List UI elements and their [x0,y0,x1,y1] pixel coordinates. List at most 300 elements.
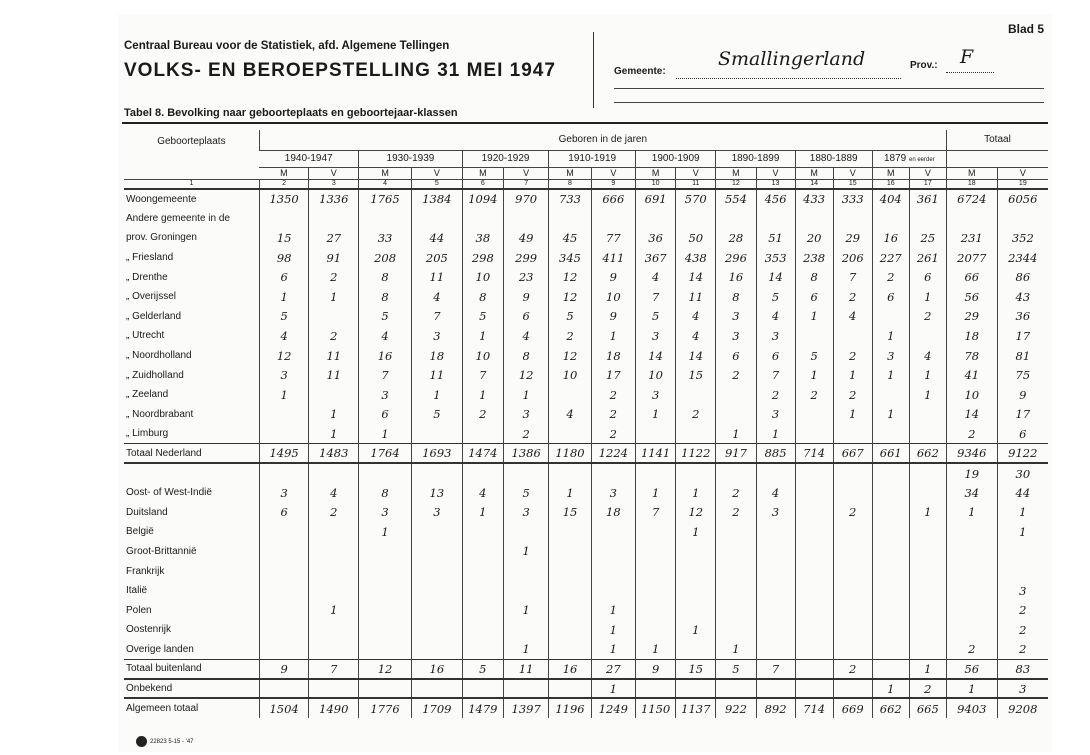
row-label-text: Oost- of West-Indië [126,487,212,499]
data-cell: 12 [549,287,591,307]
female-column-header: V [997,167,1048,179]
data-cell: 1474 [462,444,503,464]
data-cell: 2 [997,640,1048,660]
data-cell: 404 [872,189,909,209]
row-label-text: „ Limburg [126,428,169,440]
row-label-text: „ Noordbrabant [126,408,194,420]
data-cell [833,542,872,562]
data-cell [872,209,909,229]
data-cell [259,679,309,699]
data-cell: 66 [946,267,997,287]
female-column-header: V [756,167,795,179]
table-row [124,307,1048,327]
data-cell [833,483,872,503]
data-cell: 50 [676,228,716,248]
row-label-text: Algemeen totaal [126,703,199,715]
data-cell: 5 [259,307,309,327]
data-cell: 2 [946,424,997,444]
data-cell [549,679,591,699]
data-cell [462,620,503,640]
data-cell [795,640,833,660]
print-code-text: 22823 5-15 - '47 [150,739,194,746]
data-cell [676,679,716,699]
data-cell: 662 [872,698,909,718]
data-cell: 86 [997,267,1048,287]
data-cell: 6 [259,267,309,287]
data-cell: 25 [909,228,946,248]
table-top-rule [122,122,1048,124]
prov-value: F [960,46,974,68]
data-cell: 5 [636,307,676,327]
data-cell [756,640,795,660]
data-cell [795,542,833,562]
table-row [124,561,1048,581]
data-cell [756,463,795,483]
data-cell [795,522,833,542]
row-label [124,679,259,699]
data-cell: 7 [833,267,872,287]
data-cell [636,679,676,699]
row-label-text: „ Friesland [126,252,174,264]
data-cell: 8 [716,287,756,307]
data-cell: 5 [549,307,591,327]
male-column-header: M [946,167,997,179]
data-cell [309,561,359,581]
data-cell: 33 [359,228,412,248]
data-cell: 18 [591,346,635,366]
data-cell [909,405,946,425]
data-cell [259,561,309,581]
table-row [124,640,1048,660]
data-cell: 12 [503,365,548,385]
data-cell [309,640,359,660]
data-cell: 1479 [462,698,503,718]
column-number: 11 [676,179,716,189]
data-cell [872,483,909,503]
data-cell: 78 [946,346,997,366]
data-cell [716,600,756,620]
data-cell: 3 [259,483,309,503]
data-cell: 7 [636,287,676,307]
data-cell [872,640,909,660]
data-cell: 666 [591,189,635,209]
data-cell: 2 [909,307,946,327]
data-cell [676,561,716,581]
column-number: 7 [503,179,548,189]
data-cell: 1 [591,600,635,620]
data-cell [309,522,359,542]
column-number: 15 [833,179,872,189]
data-cell [503,463,548,483]
data-cell [259,620,309,640]
data-cell: 1 [795,307,833,327]
data-cell: 885 [756,444,795,464]
data-cell: 11 [309,346,359,366]
data-cell: 1490 [309,698,359,718]
data-cell [946,581,997,601]
data-cell [833,600,872,620]
data-cell: 3 [591,483,635,503]
data-cell: 5 [756,287,795,307]
data-cell: 8 [359,287,412,307]
data-cell [997,542,1048,562]
data-cell [309,542,359,562]
data-cell: 4 [411,287,462,307]
data-cell [549,522,591,542]
data-cell [591,542,635,562]
data-cell: 10 [636,365,676,385]
data-cell [259,405,309,425]
row-label [124,503,259,523]
data-cell [833,326,872,346]
table-row [124,620,1048,640]
data-cell: 6056 [997,189,1048,209]
data-cell [636,463,676,483]
form-header [124,40,589,82]
data-cell: 3 [359,503,412,523]
data-cell [462,542,503,562]
data-cell: 352 [997,228,1048,248]
data-cell: 1 [591,326,635,346]
data-cell: 4 [833,307,872,327]
data-cell [833,640,872,660]
data-cell: 7 [636,503,676,523]
data-cell: 1137 [676,698,716,718]
column-number: 19 [997,179,1048,189]
table-title: Tabel 8. Bevolking naar geboorteplaats en geboortejaar-klassen [124,107,458,119]
data-cell [549,385,591,405]
data-cell [716,561,756,581]
data-cell: 2 [716,483,756,503]
data-cell [259,640,309,660]
row-label-text: Onbekend [126,683,173,695]
data-cell [462,522,503,542]
data-cell: 1 [872,365,909,385]
data-cell: 2 [716,503,756,523]
row-label [124,248,259,268]
data-cell: 238 [795,248,833,268]
data-cell: 16 [872,228,909,248]
data-cell: 9 [636,659,676,679]
table-row [124,267,1048,287]
data-cell: 2 [591,424,635,444]
data-cell: 205 [411,248,462,268]
data-cell: 438 [676,248,716,268]
table-row [124,189,1048,209]
data-cell: 16 [549,659,591,679]
data-cell: 9208 [997,698,1048,718]
data-cell: 10 [591,287,635,307]
female-column-header: V [309,167,359,179]
data-cell [259,600,309,620]
column-number: 10 [636,179,676,189]
table-row [124,503,1048,523]
data-cell [716,522,756,542]
data-cell: 4 [259,326,309,346]
data-cell [997,561,1048,581]
data-cell [503,522,548,542]
data-cell: 9 [591,267,635,287]
data-cell: 1141 [636,444,676,464]
data-cell: 75 [997,365,1048,385]
data-cell: 6 [872,287,909,307]
data-cell: 1 [259,385,309,405]
data-cell: 1 [909,503,946,523]
data-cell [591,463,635,483]
data-cell: 14 [756,267,795,287]
data-cell: 970 [503,189,548,209]
data-cell: 56 [946,659,997,679]
data-cell [795,424,833,444]
data-cell: 2 [716,365,756,385]
data-cell [359,581,412,601]
row-label-text: Duitsland [126,506,168,518]
data-cell [636,209,676,229]
total-header: Totaal [946,130,1048,150]
row-label-text: Italië [126,585,148,597]
data-cell: 662 [909,444,946,464]
data-cell: 1483 [309,444,359,464]
decade-header: 1910-1919 [549,150,636,167]
data-cell [872,307,909,327]
data-cell: 81 [997,346,1048,366]
row-label-text: „ Zuidholland [126,369,184,381]
data-cell [795,679,833,699]
data-cell: 8 [359,483,412,503]
data-cell [795,581,833,601]
data-cell: 10 [549,365,591,385]
row-label [124,209,259,229]
data-cell [946,600,997,620]
data-cell: 1 [872,326,909,346]
data-cell [756,542,795,562]
data-cell: 299 [503,248,548,268]
row-label [124,542,259,562]
data-cell: 1 [909,287,946,307]
column-number: 17 [909,179,946,189]
data-cell: 3 [636,326,676,346]
data-cell: 29 [833,228,872,248]
data-cell: 8 [795,267,833,287]
column-number: 5 [411,179,462,189]
data-cell: 1 [309,405,359,425]
data-cell [676,600,716,620]
data-cell: 2344 [997,248,1048,268]
table-row [124,483,1048,503]
data-cell: 3 [503,405,548,425]
sheet-number: Blad 5 [1007,22,1044,36]
column-number: 16 [872,179,909,189]
decade-header: 1890-1899 [716,150,795,167]
data-cell: 1 [676,483,716,503]
data-cell [833,424,872,444]
data-cell: 661 [872,444,909,464]
data-cell: 8 [359,267,412,287]
data-cell [872,463,909,483]
table-row [124,444,1048,464]
row-label [124,385,259,405]
row-label-text: Andere gemeente in de [126,212,230,224]
data-cell: 1 [636,405,676,425]
data-cell: 1150 [636,698,676,718]
data-cell: 3 [716,326,756,346]
row-label-text: „ Overijssel [126,291,177,303]
data-cell: 29 [946,307,997,327]
column-number: 2 [259,179,309,189]
data-cell [716,405,756,425]
data-cell: 3 [997,679,1048,699]
data-cell [716,385,756,405]
male-column-header: M [359,167,412,179]
data-cell: 1 [997,503,1048,523]
place-column-header: Geboorteplaats [157,136,226,147]
data-cell: 17 [591,365,635,385]
data-cell [795,463,833,483]
header-rule-2 [614,102,1044,103]
table-row [124,424,1048,444]
data-cell [411,542,462,562]
male-column-header: M [716,167,756,179]
data-cell: 12 [549,346,591,366]
data-cell [756,581,795,601]
column-number: 6 [462,179,503,189]
row-label-text: „ Gelderland [126,310,182,322]
data-cell [756,522,795,542]
row-label [124,346,259,366]
data-cell: 2 [591,385,635,405]
data-cell [411,620,462,640]
data-cell [795,503,833,523]
table-row [124,522,1048,542]
data-cell: 6724 [946,189,997,209]
data-cell [503,561,548,581]
data-cell [833,522,872,542]
header-divider [593,32,594,108]
table-row [124,542,1048,562]
row-label [124,640,259,660]
data-cell [411,463,462,483]
table-row [124,600,1048,620]
data-cell [359,620,412,640]
table-row [124,405,1048,425]
data-cell: 30 [997,463,1048,483]
data-cell: 714 [795,444,833,464]
data-cell: 298 [462,248,503,268]
decade-header: 1920-1929 [462,150,549,167]
data-cell: 5 [411,405,462,425]
table-row [124,463,1048,483]
data-cell [909,424,946,444]
data-cell: 1 [591,620,635,640]
row-label-text: Frankrijk [126,565,165,577]
data-cell: 208 [359,248,412,268]
data-cell: 2 [833,503,872,523]
data-cell [795,620,833,640]
data-cell [872,581,909,601]
data-cell [946,620,997,640]
data-cell: 1 [716,424,756,444]
data-cell: 6 [795,287,833,307]
row-label [124,405,259,425]
data-cell: 1 [872,679,909,699]
data-cell [795,405,833,425]
data-cell: 1 [591,640,635,660]
female-column-header: V [909,167,946,179]
row-label [124,483,259,503]
data-cell: 2 [997,600,1048,620]
data-cell: 4 [676,326,716,346]
census-table-body [124,189,1048,718]
data-cell: 27 [309,228,359,248]
data-cell: 3 [872,346,909,366]
data-cell: 361 [909,189,946,209]
data-cell: 14 [946,405,997,425]
decade-last-year: 1879 [883,153,907,164]
row-label [124,600,259,620]
data-cell: 1495 [259,444,309,464]
female-column-header: V [503,167,548,179]
row-label [124,581,259,601]
data-cell: 669 [833,698,872,718]
data-cell [259,522,309,542]
data-cell: 56 [946,287,997,307]
data-cell: 13 [411,483,462,503]
data-cell: 1776 [359,698,412,718]
data-cell: 5 [462,659,503,679]
data-cell: 892 [756,698,795,718]
bureau-name: Centraal Bureau voor de Statistiek, afd. Algemene Tellingen [124,40,450,52]
row-label [124,307,259,327]
column-number: 3 [309,179,359,189]
data-cell [909,522,946,542]
column-number: 9 [591,179,635,189]
data-cell: 4 [909,346,946,366]
data-cell: 6 [716,346,756,366]
data-cell: 691 [636,189,676,209]
data-cell [636,542,676,562]
data-cell [549,424,591,444]
data-cell: 1 [795,365,833,385]
prov-line [946,72,994,73]
row-label [124,659,259,679]
data-cell [462,640,503,660]
data-cell: 18 [591,503,635,523]
data-cell [909,561,946,581]
data-cell: 9 [997,385,1048,405]
data-cell [636,561,676,581]
data-cell: 1 [309,287,359,307]
data-cell: 1 [259,287,309,307]
row-label [124,522,259,542]
data-cell: 345 [549,248,591,268]
data-cell: 4 [462,483,503,503]
data-cell: 1 [359,522,412,542]
table-row [124,698,1048,718]
row-label [124,424,259,444]
data-cell: 36 [997,307,1048,327]
data-cell: 17 [997,326,1048,346]
data-cell [411,581,462,601]
data-cell [676,385,716,405]
data-cell [549,542,591,562]
data-cell: 667 [833,444,872,464]
male-column-header: M [795,167,833,179]
data-cell: 2 [872,267,909,287]
data-cell: 11 [676,287,716,307]
data-cell [795,600,833,620]
row-label [124,189,259,209]
data-cell: 3 [636,385,676,405]
